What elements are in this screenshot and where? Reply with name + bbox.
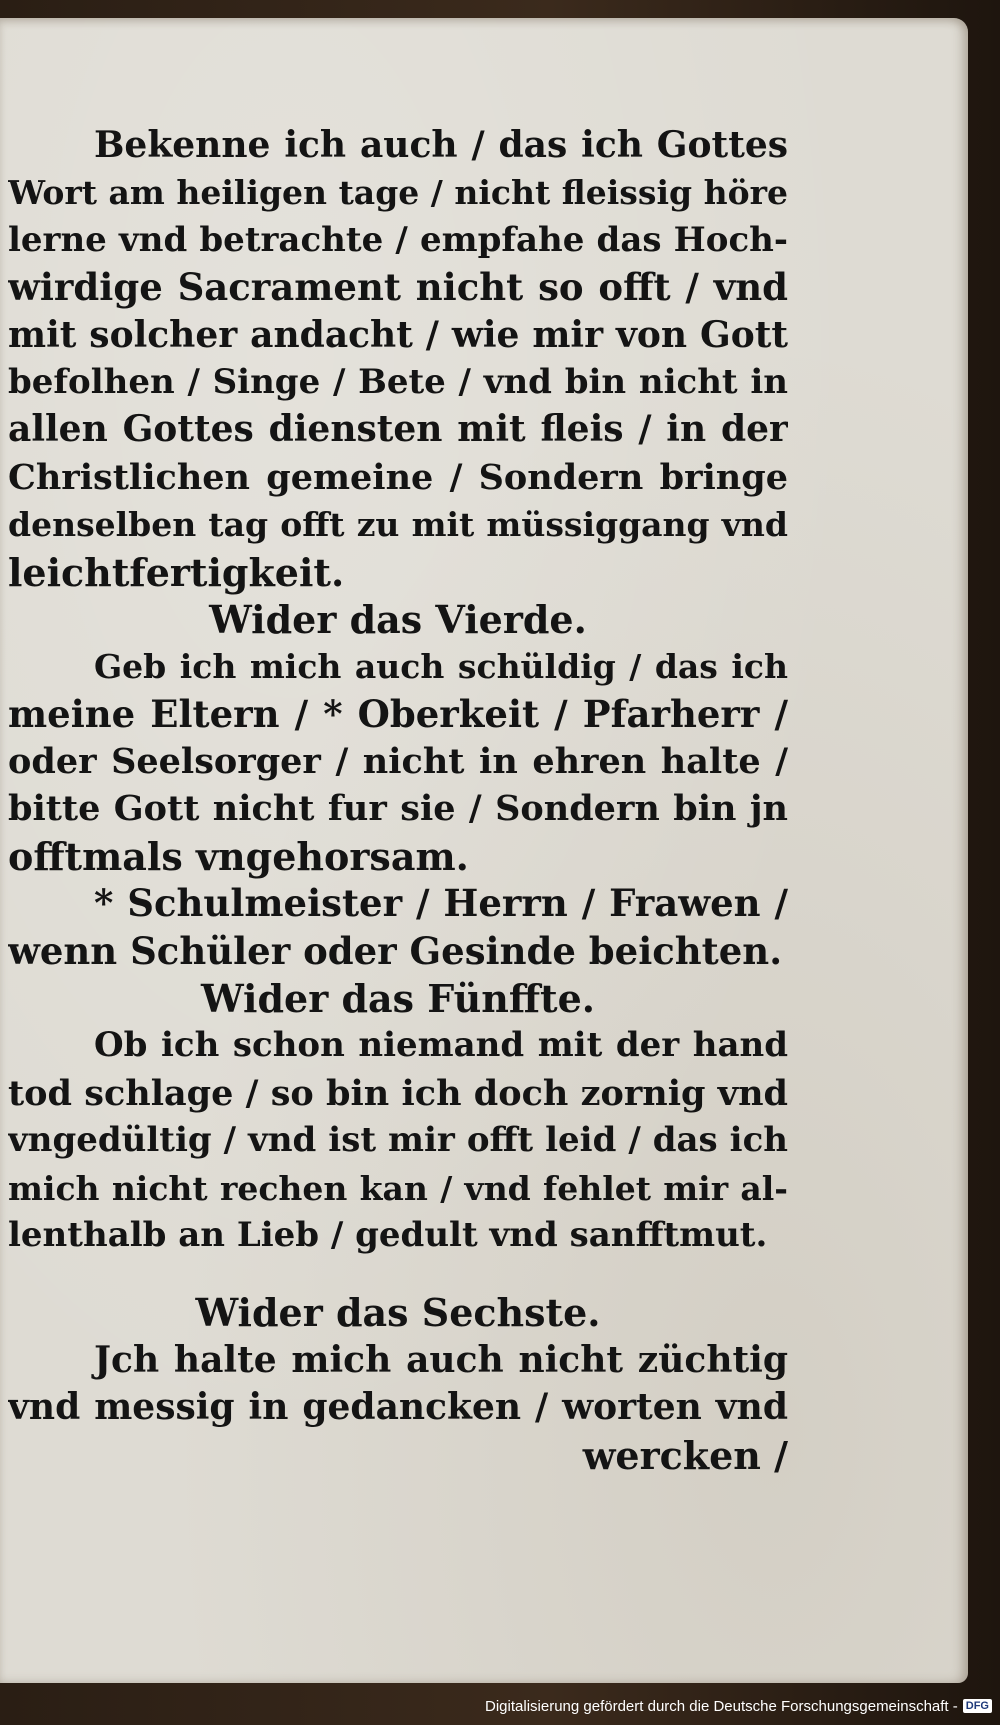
book-page [0,18,968,1683]
text-line: denselben tag offt zu mit müssiggang vnd [8,505,788,545]
text-line: mit solcher andacht / wie mir von Gott [8,313,788,356]
text-line: leichtfertigkeit. [8,549,345,595]
text-line: Christlichen gemeine / Sondern bringe [8,456,788,498]
text-line: lenthalb an Lieb / gedult vnd sanfftmut. [8,1214,768,1255]
text-line: Geb ich mich auch schüldig / das ich [94,647,788,687]
text-line: befolhen / Singe / Bete / vnd bin nicht in [8,361,788,402]
marginal-note: wenn Schüler oder Gesinde beichten. [8,928,783,973]
dfg-footer [485,1691,992,1721]
page-text [8,122,788,1479]
text-line: Wort am heiligen tage / nicht fleissig höre [8,173,788,213]
text-line: Jch halte mich auch nicht züchtig [94,1338,788,1381]
marginal-note: * Schulmeister / Herrn / Frawen / [94,881,788,926]
text-line: mich nicht rechen kan / vnd fehlet mir al- [8,1168,788,1208]
text-line: allen Gottes diensten mit fleis / in der [8,408,788,451]
text-line: vnd messig in gedancken / worten vnd [8,1386,788,1429]
text-line: Ob ich schon niemand mit der hand [94,1025,788,1066]
section-heading: Wider das Sechste. [195,1290,601,1336]
section-heading: Wider das Vierde. [209,596,587,642]
text-line: offtmals vngehorsam. [8,833,469,879]
text-line: tod schlage / so bin ich doch zornig vnd [8,1072,788,1114]
text-line: vngedültig / vnd ist mir offt leid / das ich [8,1120,788,1161]
text-line: wercken / [582,1432,788,1478]
text-line: lerne vnd betrachte / empfahe das Hoch- [8,219,788,260]
text-line: oder Seelsorger / nicht in ehren halte / [8,741,788,783]
section-gap [8,1259,788,1289]
text-line: meine Eltern / * Oberkeit / Pfarherr / [8,691,788,736]
section-heading: Wider das Fünffte. [201,976,595,1022]
text-line: Bekenne ich auch / das ich Gottes [94,124,788,166]
footer-text: Digitalisierung gefördert durch die Deutsche Forschungsgemeinschaft - [485,1697,958,1715]
text-line: wirdige Sacrament nicht so offt / vnd [8,265,788,310]
dfg-logo-badge: DFG [963,1699,992,1713]
text-line: bitte Gott nicht fur sie / Sondern bin jn [8,788,788,830]
